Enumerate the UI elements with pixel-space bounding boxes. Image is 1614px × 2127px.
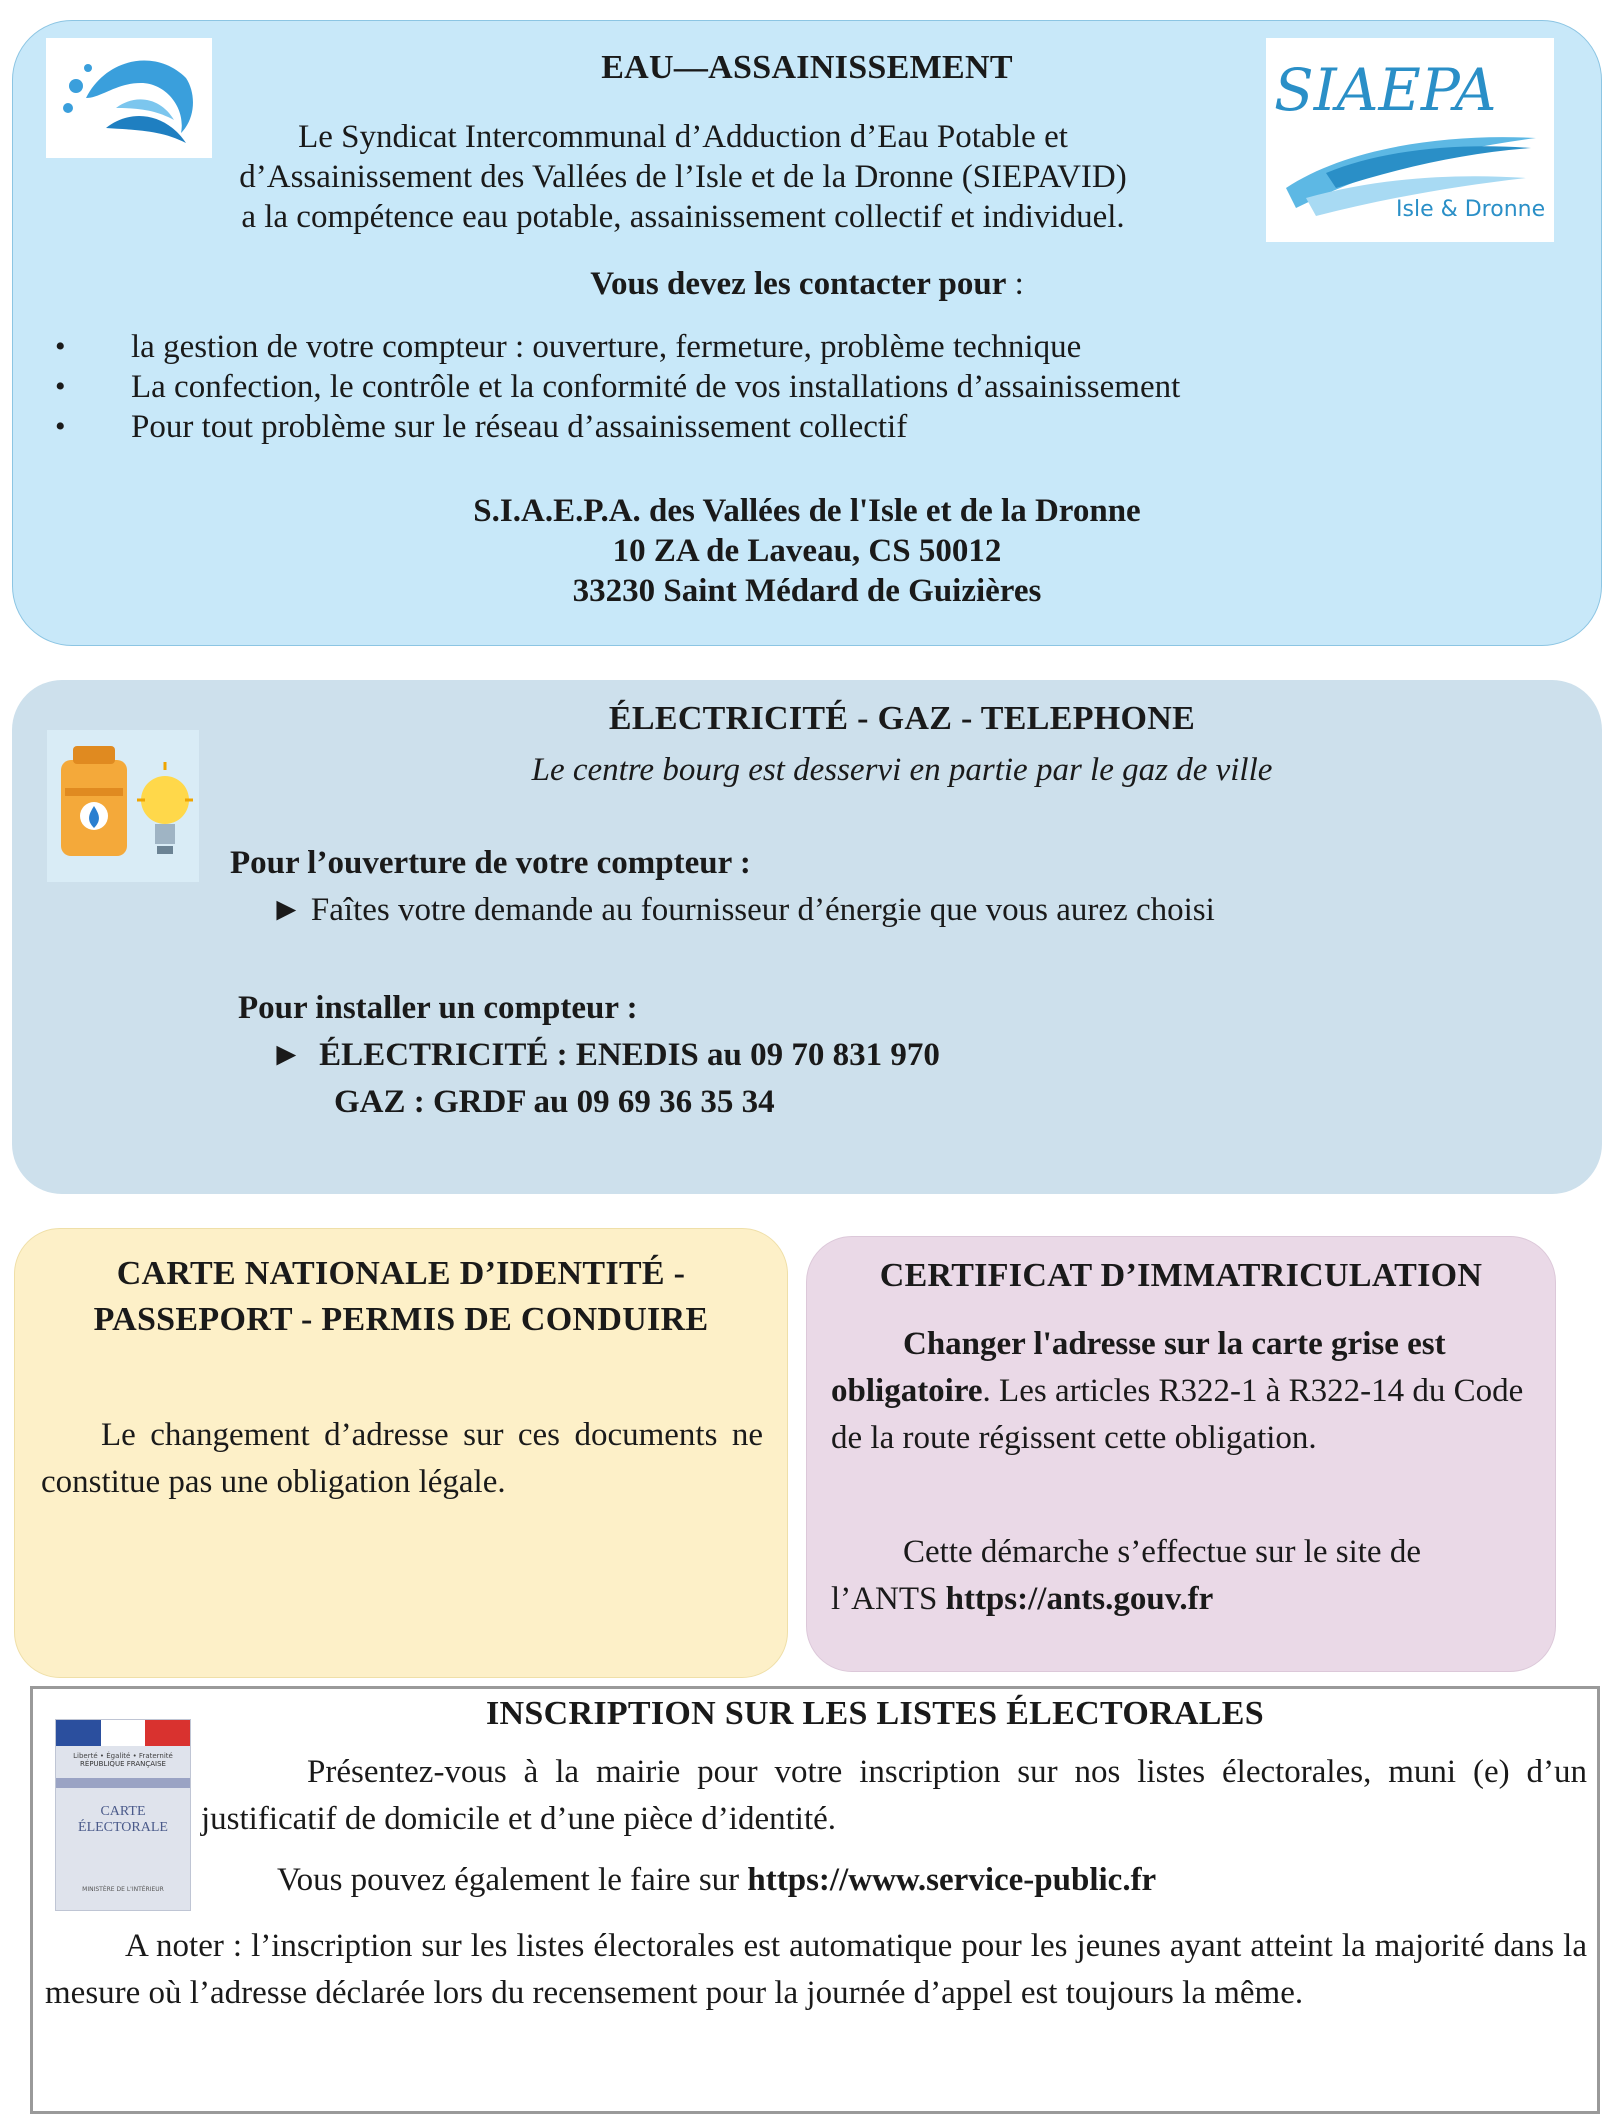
siaepa-logo xyxy=(1266,38,1554,242)
card-republic: RÉPUBLIQUE FRANÇAISE xyxy=(80,1760,166,1768)
address-line: 10 ZA de Laveau, CS 50012 xyxy=(612,533,1002,569)
meter-install-electricity xyxy=(270,1037,940,1074)
contact-heading xyxy=(13,266,1601,303)
logo-sub-text: Isle & Dronne xyxy=(1396,197,1546,222)
registration-bold: Changer l'adresse sur la carte grise est obligatoire xyxy=(831,1326,1446,1409)
contact-heading-colon: : xyxy=(1006,266,1024,302)
electoral-p1: Présentez-vous à la mairie pour votre inscription sur nos listes électorales, muni (e) d’un justificatif de domicile et d’une pièce d’identité. xyxy=(201,1754,1587,1837)
water-title: EAU—ASSAINISSEMENT xyxy=(601,49,1013,86)
water-intro xyxy=(153,117,1213,237)
electoral-note: A noter : l’inscription sur les listes électorales est automatique pour les jeunes ayant atteint la majorité dans la mesure où l’adresse déclarée lors du recensement pour la journée d’appel est toujours la même. xyxy=(45,1928,1587,2011)
electoral-section xyxy=(30,1686,1600,2114)
contact-heading-bold: Vous devez les contacter pour xyxy=(590,266,1007,302)
card-line2: ÉLECTORALE xyxy=(78,1820,168,1835)
address-line: 33230 Saint Médard de Guizières xyxy=(572,573,1042,609)
ants-text: Cette démarche s’effectue sur le site de l’ANTS xyxy=(831,1534,1421,1617)
intro-line: a la compétence eau potable, assainissement collectif et individuel. xyxy=(241,199,1125,235)
registration-title: CERTIFICAT D’IMMATRICULATION xyxy=(879,1257,1483,1294)
ants-link[interactable]: https://ants.gouv.fr xyxy=(945,1581,1214,1617)
id-documents-body: Le changement d’adresse sur ces documents ne constitue pas une obligation légale. xyxy=(41,1417,763,1500)
energy-section xyxy=(12,680,1602,1194)
intro-line: Le Syndicat Intercommunal d’Adduction d’Eau Potable et xyxy=(298,119,1068,155)
address-line: S.I.A.E.P.A. des Vallées de l'Isle et de la Dronne xyxy=(473,493,1141,529)
registration-body xyxy=(831,1321,1525,1462)
service-public-link[interactable]: https://www.service-public.fr xyxy=(747,1862,1157,1898)
water-drop-icon xyxy=(46,38,212,158)
voter-card-image xyxy=(55,1719,191,1911)
registration-rest: . Les articles R322-1 à R322-14 du Code de la route régissent cette obligation. xyxy=(831,1373,1524,1456)
meter-open-line xyxy=(270,892,1215,929)
intro-line: d’Assainissement des Vallées de l’Isle et de la Dronne (SIEPAVID) xyxy=(239,159,1127,195)
id-documents-section xyxy=(14,1228,788,1678)
registration-section xyxy=(806,1236,1556,1672)
electoral-p2 xyxy=(277,1857,1156,1904)
electoral-title: INSCRIPTION SUR LES LISTES ÉLECTORALES xyxy=(486,1695,1264,1732)
siaepa-address xyxy=(13,491,1601,611)
logo-main-text: SIAEPA xyxy=(1274,56,1497,124)
list-item: • Pour tout problème sur le réseau d’assainissement collectif xyxy=(41,407,1180,447)
card-motto: Liberté • Égalité • Fraternité xyxy=(73,1752,173,1760)
electoral-p2-text: Vous pouvez également le faire sur xyxy=(277,1862,748,1898)
energy-subtitle: Le centre bourg est desservi en partie par le gaz de ville xyxy=(531,752,1273,788)
meter-open-heading: Pour l’ouverture de votre compteur : xyxy=(230,845,751,881)
card-ministry: MINISTÈRE DE L'INTÉRIEUR xyxy=(82,1886,164,1893)
electricity-contact: ÉLECTRICITÉ : ENEDIS au 09 70 831 970 xyxy=(319,1037,940,1073)
gas-bottle-and-bulb-icon xyxy=(47,730,199,882)
meter-install-heading: Pour installer un compteur : xyxy=(238,990,638,1026)
card-line1: CARTE xyxy=(100,1804,146,1819)
meter-open-text: Faîtes votre demande au fournisseur d’énergie que vous aurez choisi xyxy=(310,892,1215,928)
arrow-right-icon: ► xyxy=(270,1037,303,1073)
energy-title: ÉLECTRICITÉ - GAZ - TELEPHONE xyxy=(608,700,1196,737)
registration-ants xyxy=(831,1529,1525,1623)
gas-contact: GAZ : GRDF au 09 69 36 35 34 xyxy=(334,1084,775,1120)
list-item: • La confection, le contrôle et la conformité de vos installations d’assainissement xyxy=(41,367,1180,407)
water-contact-list xyxy=(41,327,1180,447)
id-documents-title: CARTE NATIONALE D’IDENTITÉ - PASSEPORT - PERMIS DE CONDUIRE xyxy=(93,1255,709,1338)
list-item: • la gestion de votre compteur : ouverture, fermeture, problème technique xyxy=(41,327,1180,367)
arrow-right-icon: ► xyxy=(270,892,303,928)
